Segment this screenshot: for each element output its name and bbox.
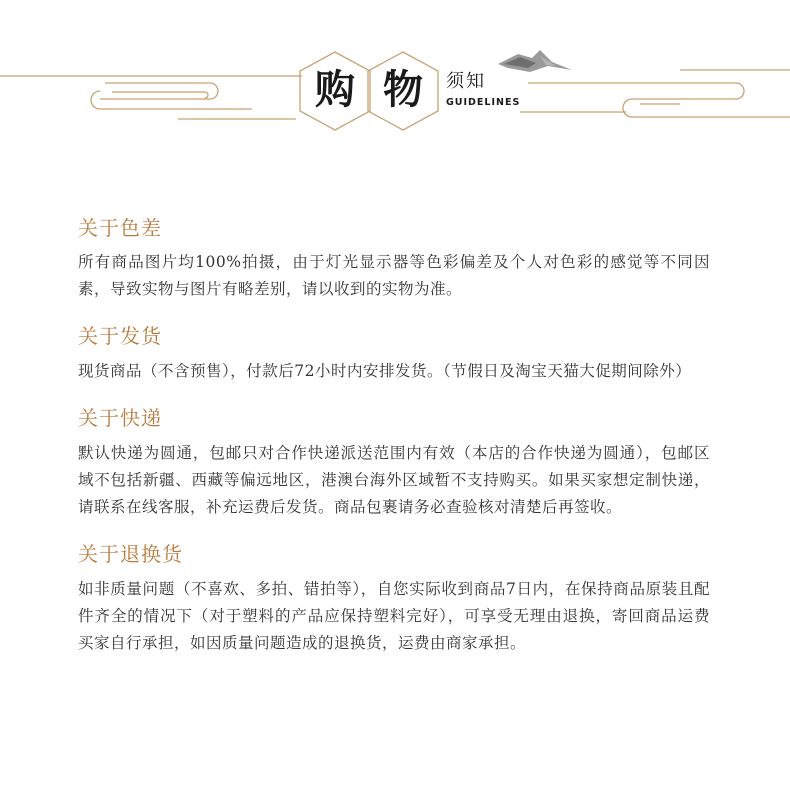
- section-title: 关于快递: [78, 406, 162, 430]
- guidelines-content: [78, 214, 710, 657]
- section-express: [78, 404, 710, 521]
- guidelines-header: [0, 0, 790, 150]
- subtitle-english: GUIDELINES: [446, 97, 521, 108]
- mountain-icon: [498, 50, 572, 72]
- title-char-gou: 购: [315, 66, 355, 113]
- section-color-difference: [78, 214, 710, 303]
- section-body: 所有商品图片均100%拍摄，由于灯光显示器等色彩偏差及个人对色彩的感觉等不同因素，导致实物与图片有略差别，请以收到的实物为准。: [78, 253, 710, 298]
- section-body: 如非质量问题（不喜欢、多拍、错拍等），自您实际收到商品7日内，在保持商品原装且配件齐全的情况下（对于塑料的产品应保持塑料完好），可享受无理由退换，寄回商品运费买家自行承担，如因质量问题造成的退换货，运费由商家承担。: [78, 580, 710, 652]
- left-cloud-ornament: [0, 76, 302, 119]
- subtitle-chinese: 须知: [446, 71, 486, 92]
- section-body: 现货商品（不含预售），付款后72小时内安排发货。（节假日及淘宝天猫大促期间除外）: [78, 362, 692, 380]
- section-title: 关于发货: [78, 324, 162, 348]
- section-body: 默认快递为圆通，包邮只对合作快递派送范围内有效（本店的合作快递为圆通），包邮区域不包括新疆、西藏等偏远地区，港澳台海外区域暂不支持购买。如果买家想定制快递，请联系在线客服，补充运费后发货。商品包裹请务必查验核对清楚后再签收。: [78, 444, 710, 516]
- section-returns: [78, 540, 710, 657]
- section-shipping: [78, 322, 710, 385]
- section-title: 关于退换货: [78, 542, 183, 566]
- right-cloud-ornament: [520, 70, 790, 117]
- section-title: 关于色差: [78, 216, 162, 240]
- title-char-wu: 物: [383, 66, 423, 113]
